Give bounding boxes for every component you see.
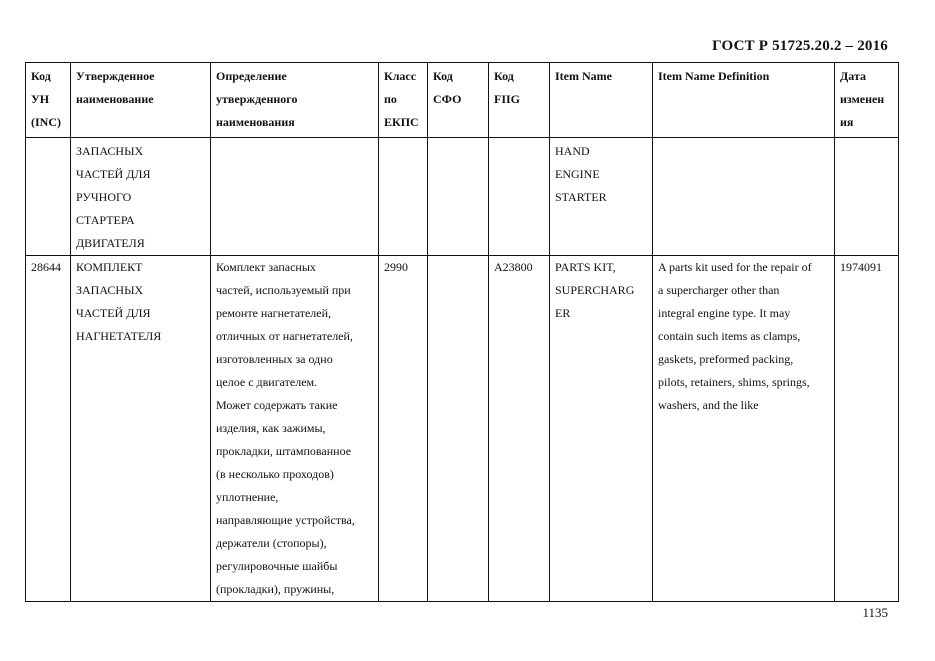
cell-approved-name: КОМПЛЕКТ ЗАПАСНЫХ ЧАСТЕЙ ДЛЯ НАГНЕТАТЕЛЯ (71, 256, 211, 602)
cell-inc (26, 138, 71, 256)
table-row (26, 138, 899, 256)
cell-sfo (428, 138, 489, 256)
cell-date (835, 138, 899, 256)
cell-definition (211, 138, 379, 256)
cell-class: 2990 (379, 256, 428, 602)
col-header-fiig: Код FIIG (489, 63, 550, 138)
cell-item-name-definition (653, 138, 835, 256)
cell-fiig (489, 138, 550, 256)
col-header-approved-name: Утвержденное наименование (71, 63, 211, 138)
cell-item-name-definition: A parts kit used for the repair of a supercharger other than integral engine type. It may contain such items as clamps, gaskets, preformed packing, pilots, retainers, shims, springs, washers, and the like (653, 256, 835, 602)
cell-inc: 28644 (26, 256, 71, 602)
col-header-date: Дата изменен ия (835, 63, 899, 138)
cell-item-name: PARTS KIT, SUPERCHARG ER (550, 256, 653, 602)
cell-item-name: HAND ENGINE STARTER (550, 138, 653, 256)
cell-date: 1974091 (835, 256, 899, 602)
cell-fiig: A23800 (489, 256, 550, 602)
page-number: 1135 (862, 605, 888, 620)
cell-approved-name: ЗАПАСНЫХ ЧАСТЕЙ ДЛЯ РУЧНОГО СТАРТЕРА ДВИГАТЕЛЯ (71, 138, 211, 256)
table-row (26, 256, 899, 602)
table-header-row (26, 63, 899, 138)
col-header-sfo: Код СФО (428, 63, 489, 138)
cell-definition: Комплект запасных частей, используемый при ремонте нагнетателей, отличных от нагнетателей, изготовленных за одно целое с двигателем. Может содержать такие изделия, как зажимы, прокладки, штампованное (в несколько проходов) уплотнение, направляющие устройства, держатели (стопоры), регулировочные шайбы (прокладки), пружины, (211, 256, 379, 602)
col-header-class: Класс по ЕКПС (379, 63, 428, 138)
document-standard-header: ГОСТ Р 51725.20.2 – 2016 (712, 38, 888, 54)
col-header-item-name: Item Name (550, 63, 653, 138)
catalog-table (25, 62, 899, 602)
col-header-definition: Определение утвержденного наименования (211, 63, 379, 138)
cell-sfo (428, 256, 489, 602)
cell-class (379, 138, 428, 256)
col-header-inc: Код УН (INC) (26, 63, 71, 138)
col-header-item-name-definition: Item Name Definition (653, 63, 835, 138)
